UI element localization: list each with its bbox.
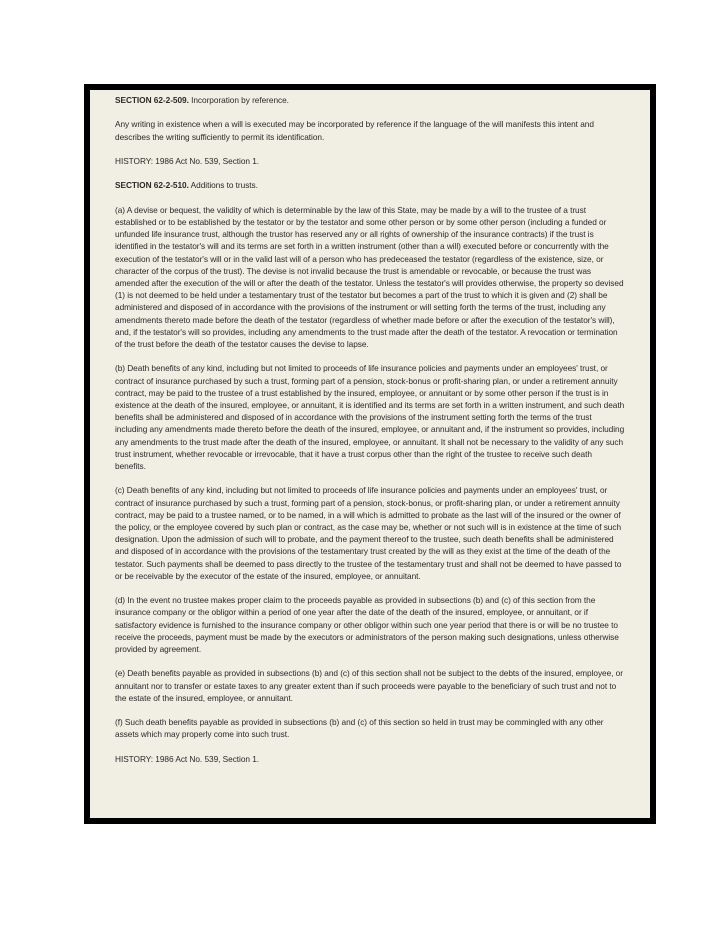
section-510-number: SECTION 62-2-510. [115, 180, 189, 191]
section-509-title: Incorporation by reference. [188, 95, 289, 105]
section-509-number: SECTION 62-2-509. [115, 95, 189, 105]
section-510-title: Additions to trusts. [188, 180, 258, 191]
section-510-para-f: (f) Such death benefits payable as provided in subsections (b) and (c) of this section so held in trust may be commingled with any other assets which may properly come into such trust. [115, 717, 604, 740]
section-510-para-a: (a) A devise or bequest, the validity of which is determinable by the law of this State, may be made by a will to the trustee of a trust established or to be established by the testator or by the testator and some other person or by some other person (including a funded or unfunded life insurance trust, although the trustor has reserved any or all rights of ownership of the insurance contracts) if the trust is identified in the testator's will and its terms are set forth in a written instrument (other than a will) executed before or concurrently with the execution of the testator's will or in the valid last will of a person who has predeceased the testator (regardless of the existence, size, or character of the corpus of the trust). The devise is not invalid because the trust is amendable or revocable, or because the trust was amended after the execution of the will or after the death of the testator. Unless the testator's will provides otherwise, the property so devised (1) is not deemed to be held under a testamentary trust of the testator but becomes a part of the trust to which it is given and (2) shall be administered and disposed of in accordance with the provisions of the instrument or will setting forth the terms of the trust, including any amendments thereto made before the death of the testator (regardless of whether made before or after the execution of the testator's will), and, if the testator's will so provides, including any amendments to the trust made after the death of the testator. A revocation or termination of the trust before the death of the testator causes the devise to lapse. [115, 204, 624, 349]
section-509-history: HISTORY: 1986 Act No. 539, Section 1. [115, 155, 260, 166]
section-510-para-b: (b) Death benefits of any kind, including but not limited to proceeds of life insurance policies and payments under an employees' trust, or contract of insurance purchased by such a trust, forming part of a pension, stock-bonus or profit-sharing plan, or under a retirement annuity contract, may be paid to the trustee of a trust established by the insured, employee, or annuitant or by some other person if the trust is in existence at the death of the insured, employee, or annuitant, it is identified and its terms are set forth in a written instrument, and such death benefits shall be administered and disposed of in accordance with the provisions of the instrument setting forth the terms of the trust including any amendments made thereto before the death of the insured, employee, or annuitant and, if the instrument so provides, including any amendments to the trust made after the death of the insured, employee, or annuitant. It shall not be necessary to the validity of any such trust instrument, whether revocable or irrevocable, that it have a trust corpus other than the right of the trustee to receive such death benefits. [115, 363, 625, 472]
section-510-para-c: (c) Death benefits of any kind, including but not limited to proceeds of life insurance policies and payments under an employees' trust, or contract of insurance purchased by such a trust, forming part of a pension, stock-bonus, or profit-sharing plan, or under a retirement annuity contract, may be paid to a trustee named, or to be named, in a will which is admitted to probate as the last will of the insured or the owner of the policy, or the employee covered by such plan or contract, as the case may be, whether or not such will is in existence at the time of such designation. Upon the admission of such will to probate, and the payment thereof to the trustee, such death benefits shall be administered and disposed of in accordance with the provisions of the testamentary trust created by the will as they exist at the time of the death of the testator. Such payments shall be deemed to pass directly to the trustee of the testamentary trust and shall not be deemed to have passed to or be receivable by the executor of the estate of the insured, employee, or annuitant. [115, 485, 622, 581]
section-509-heading [115, 94, 625, 106]
section-510-para-d: (d) In the event no trustee makes proper claim to the proceeds payable as provided in subsections (b) and (c) of this section from the insurance company or the obligor within a period of one year after the date of the death of the insured, employee, or annuitant, or if satisfactory evidence is furnished to the insurance company or other obligor within such one year period that there is or will be no trustee to receive the proceeds, payment must be made by the executors or administrators of the person making such designations, unless otherwise provided by agreement. [115, 595, 619, 655]
section-510-history: HISTORY: 1986 Act No. 539, Section 1. [115, 753, 260, 764]
section-509-text: Any writing in existence when a will is executed may be incorporated by reference if the language of the will manifests this intent and describes the writing sufficiently to permit its identification. [115, 119, 594, 142]
section-510-para-e: (e) Death benefits payable as provided in subsections (b) and (c) of this section shall not be subject to the debts of the insured, employee, or annuitant nor to transfer or estate taxes to any greater extent than if such proceeds were payable to the beneficiary of such trust and not to the estate of the insured, employee, or annuitant. [115, 668, 623, 703]
document-content [115, 94, 625, 820]
section-510-heading [115, 179, 625, 191]
